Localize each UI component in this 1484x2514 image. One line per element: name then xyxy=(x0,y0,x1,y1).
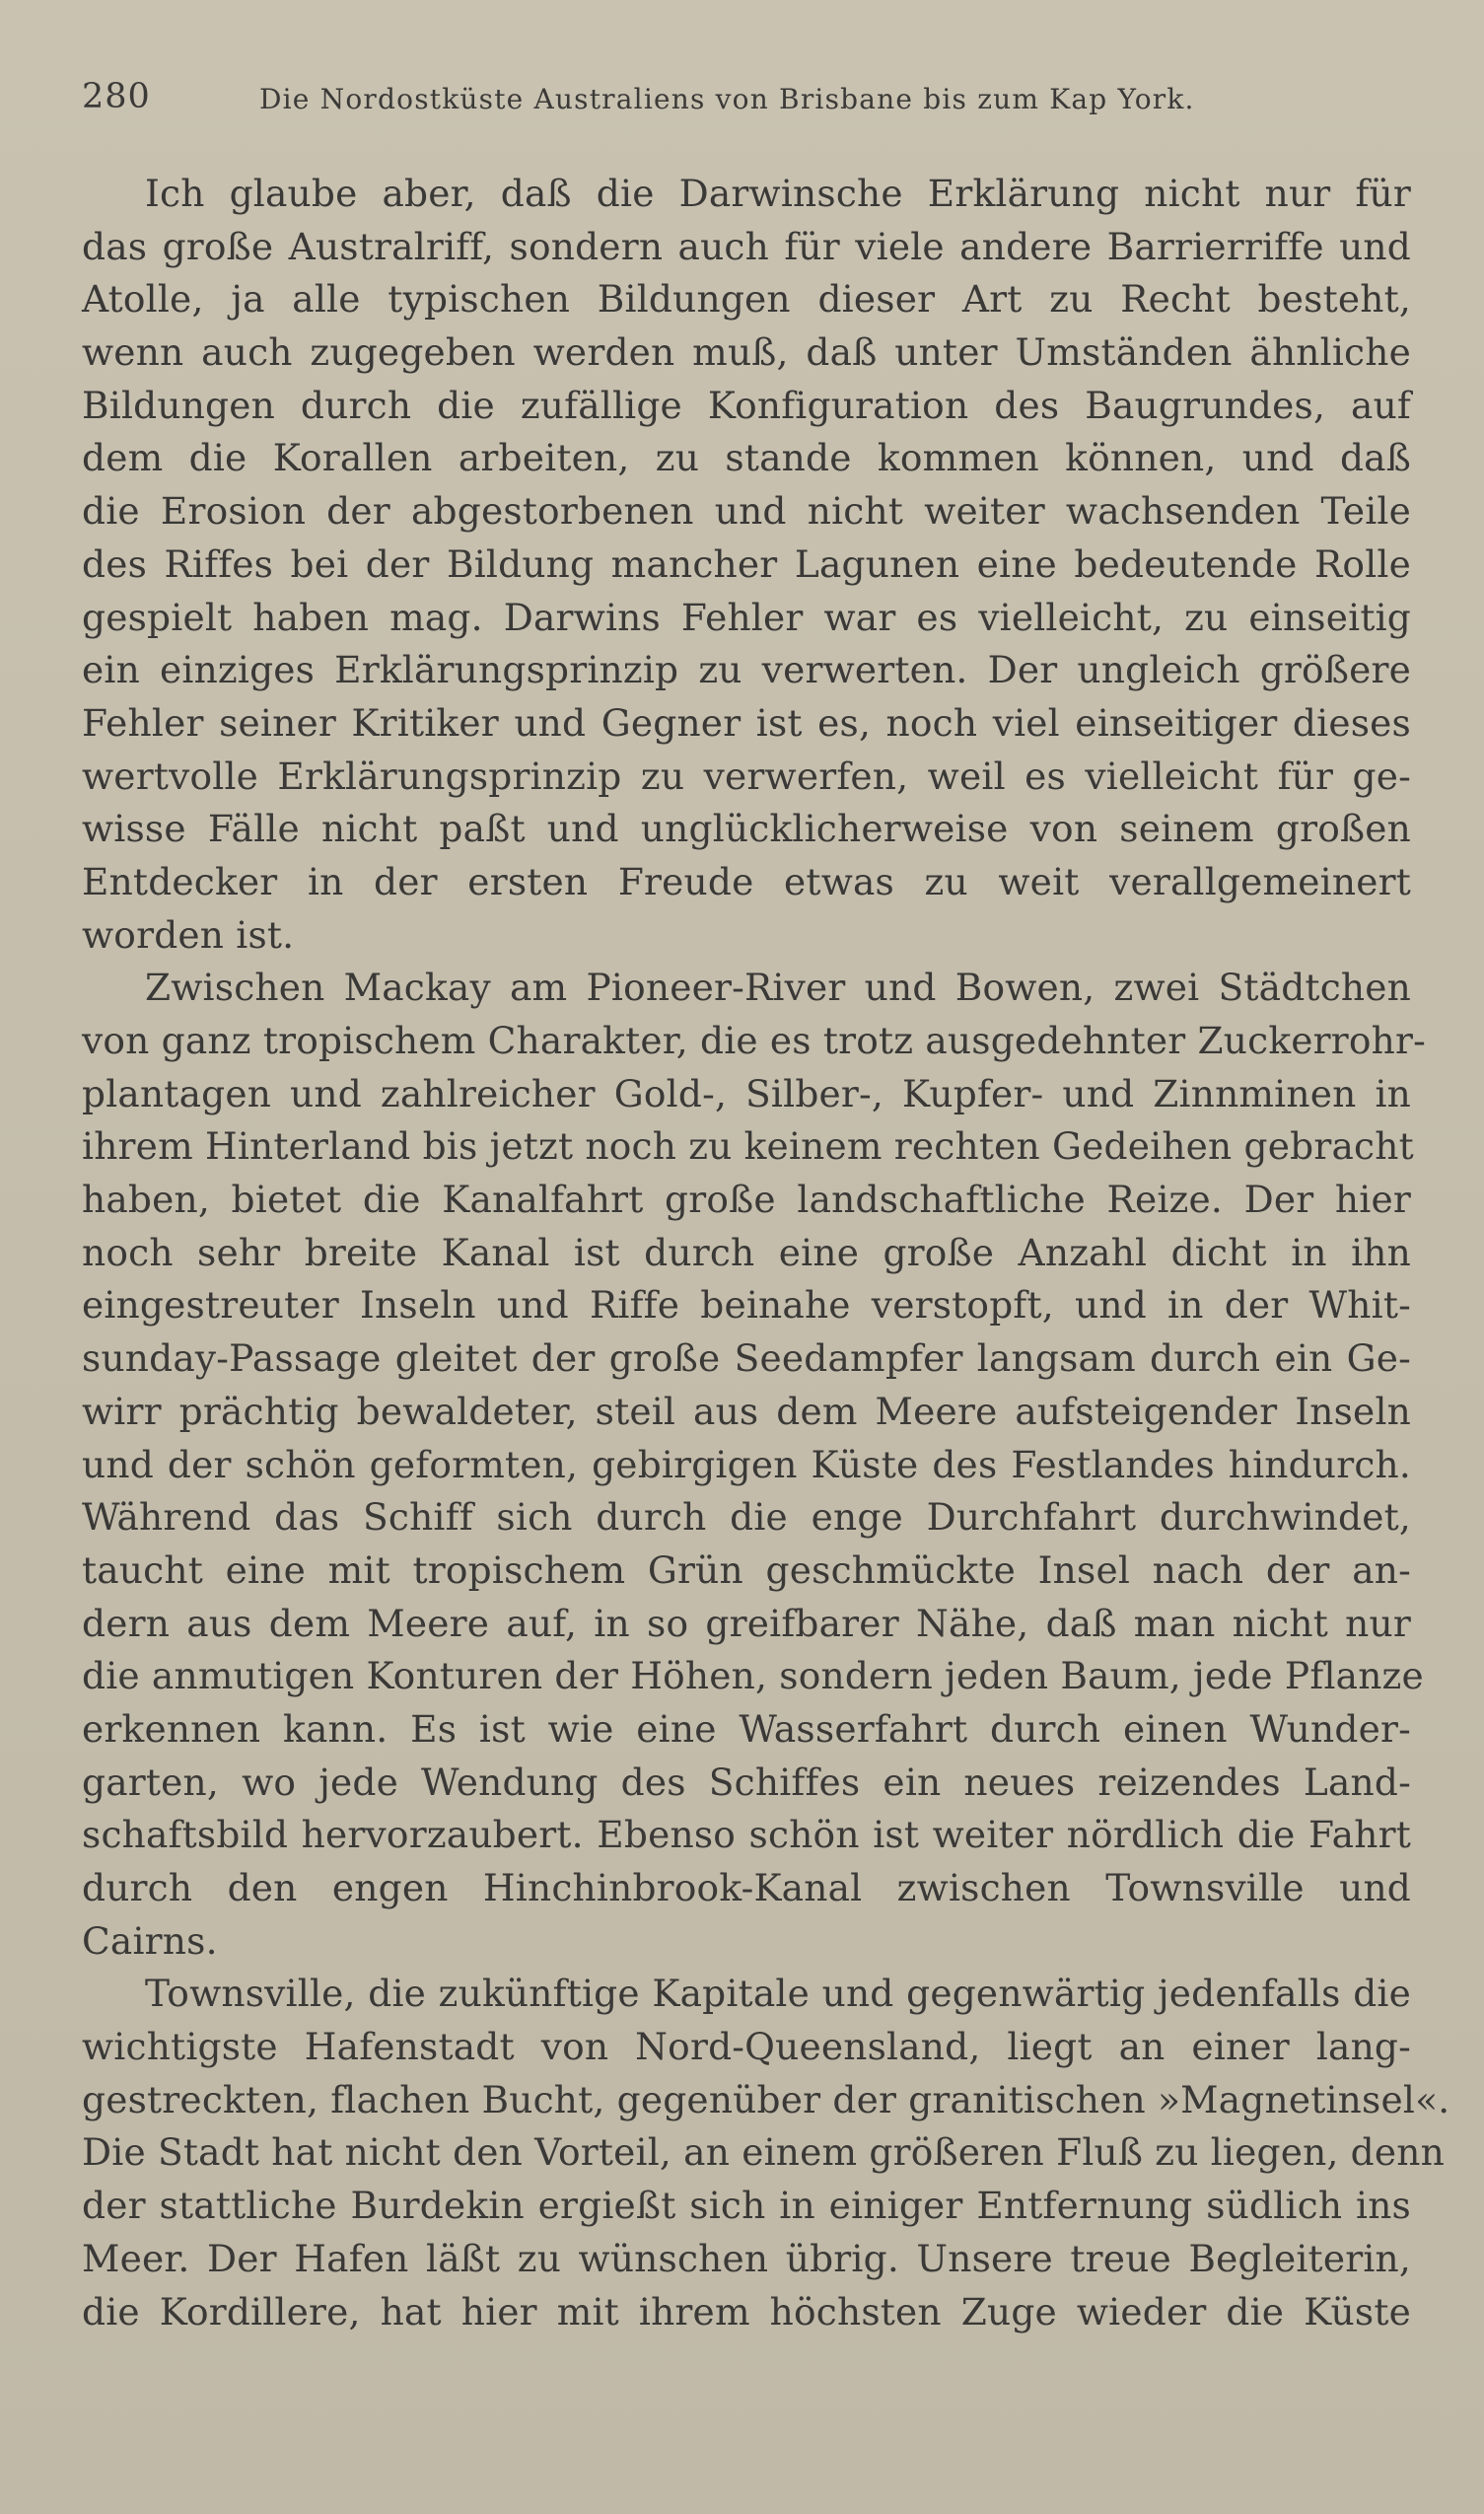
text-line: Cairns. xyxy=(82,1918,218,1963)
text-line: gestreckten, flachen Bucht, gegenüber der granitischen »Magnetinsel«. xyxy=(82,2077,1450,2121)
text-line: ein einziges Erklärungsprinzip zu verwerten. Der ungleich größere xyxy=(82,648,1411,692)
text-line: Während das Schiff sich durch die enge Durchfahrt durchwindet, xyxy=(82,1495,1411,1540)
text-line: Ich glaube aber, daß die Darwinsche Erklärung nicht nur für xyxy=(145,172,1411,215)
text-line: die Kordillere, hat hier mit ihrem höchsten Zuge wieder die Küste xyxy=(82,2289,1411,2334)
text-line: Meer. Der Hafen läßt zu wünschen übrig. Unsere treue Begleiterin, xyxy=(82,2236,1411,2280)
text-line: und der schön geformten, gebirgigen Küste des Festlandes hindurch. xyxy=(82,1442,1411,1486)
text-line: Die Stadt hat nicht den Vorteil, an einem größeren Fluß zu liegen, denn xyxy=(82,2130,1445,2175)
text-line: sunday-Passage gleitet der große Seedampfer langsam durch ein Ge- xyxy=(82,1336,1411,1381)
page-number: 280 xyxy=(82,77,151,116)
text-line: das große Australriff, sondern auch für viele andere Barrierriffe und xyxy=(82,224,1411,268)
text-line: gespielt haben mag. Darwins Fehler war es vielleicht, zu einseitig xyxy=(82,595,1411,639)
text-line: wirr prächtig bewaldeter, steil aus dem Meere aufsteigender Inseln xyxy=(82,1389,1411,1433)
text-line: von ganz tropischem Charakter, die es trotz ausgedehnter Zuckerrohr- xyxy=(82,1019,1427,1062)
page-header xyxy=(82,77,1403,126)
text-line: Townsville, die zukünftige Kapitale und gegenwärtig jedenfalls die xyxy=(145,1972,1411,2016)
text-line: wisse Fälle nicht paßt und unglücklicherweise von seinem großen xyxy=(82,807,1411,851)
text-line: die Erosion der abgestorbenen und nicht weiter wachsenden Teile xyxy=(82,489,1411,534)
text-line: eingestreuter Inseln und Riffe beinahe verstopft, und in der Whit- xyxy=(82,1283,1411,1328)
text-line: garten, wo jede Wendung des Schiffes ein neues reizendes Land- xyxy=(82,1760,1411,1804)
body-text xyxy=(82,168,1450,2338)
text-line: wertvolle Erklärungsprinzip zu verwerfen, weil es vielleicht für ge- xyxy=(82,754,1411,798)
text-line: Entdecker in der ersten Freude etwas zu weit verallgemeinert xyxy=(82,859,1411,903)
text-line: plantagen und zahlreicher Gold-, Silber-, Kupfer- und Zinnminen in xyxy=(82,1071,1411,1115)
text-line: Fehler seiner Kritiker und Gegner ist es, noch viel einseitiger dieses xyxy=(82,700,1411,745)
text-line: haben, bietet die Kanalfahrt große landschaftliche Reize. Der hier xyxy=(82,1178,1411,1222)
text-line: noch sehr breite Kanal ist durch eine große Anzahl dicht in ihn xyxy=(82,1230,1411,1274)
text-line: durch den engen Hinchinbrook-Kanal zwischen Townsville und xyxy=(82,1866,1411,1909)
paragraph-townsville xyxy=(82,1968,1450,2338)
text-line: die anmutigen Konturen der Höhen, sondern jeden Baum, jede Pflanze xyxy=(82,1654,1424,1698)
text-line: ihrem Hinterland bis jetzt noch zu keinem rechten Gedeihen gebracht xyxy=(82,1124,1414,1169)
text-line: wichtigste Hafenstadt von Nord-Queensland, liegt an einer lang- xyxy=(82,2025,1411,2069)
paragraph-mackay-bowen xyxy=(82,962,1427,1968)
text-line: worden ist. xyxy=(82,912,295,957)
text-line: Bildungen durch die zufällige Konfiguration des Baugrundes, auf xyxy=(82,383,1411,427)
text-line: taucht eine mit tropischem Grün geschmückte Insel nach der an- xyxy=(82,1547,1411,1592)
text-line: Atolle, ja alle typischen Bildungen dieser Art zu Recht besteht, xyxy=(82,277,1411,322)
running-title: Die Nordostküste Australiens von Brisbane bis zum Kap York. xyxy=(259,83,1195,115)
text-line: Zwischen Mackay am Pioneer-River und Bowen, zwei Städtchen xyxy=(145,966,1411,1010)
text-line: erkennen kann. Es ist wie eine Wasserfahrt durch einen Wunder- xyxy=(82,1706,1411,1751)
text-line: dem die Korallen arbeiten, zu stande kommen können, und daß xyxy=(82,436,1411,480)
text-line: wenn auch zugegeben werden muß, daß unter Umständen ähnliche xyxy=(82,330,1411,375)
paragraph-darwin-theory xyxy=(82,168,1411,962)
text-line: schaftsbild hervorzaubert. Ebenso schön ist weiter nördlich die Fahrt xyxy=(82,1813,1411,1857)
text-line: des Riffes bei der Bildung mancher Lagunen eine bedeutende Rolle xyxy=(82,541,1411,586)
text-line: dern aus dem Meere auf, in so greifbarer Nähe, daß man nicht nur xyxy=(82,1601,1411,1645)
text-line: der stattliche Burdekin ergießt sich in einiger Entfernung südlich ins xyxy=(82,2184,1411,2228)
